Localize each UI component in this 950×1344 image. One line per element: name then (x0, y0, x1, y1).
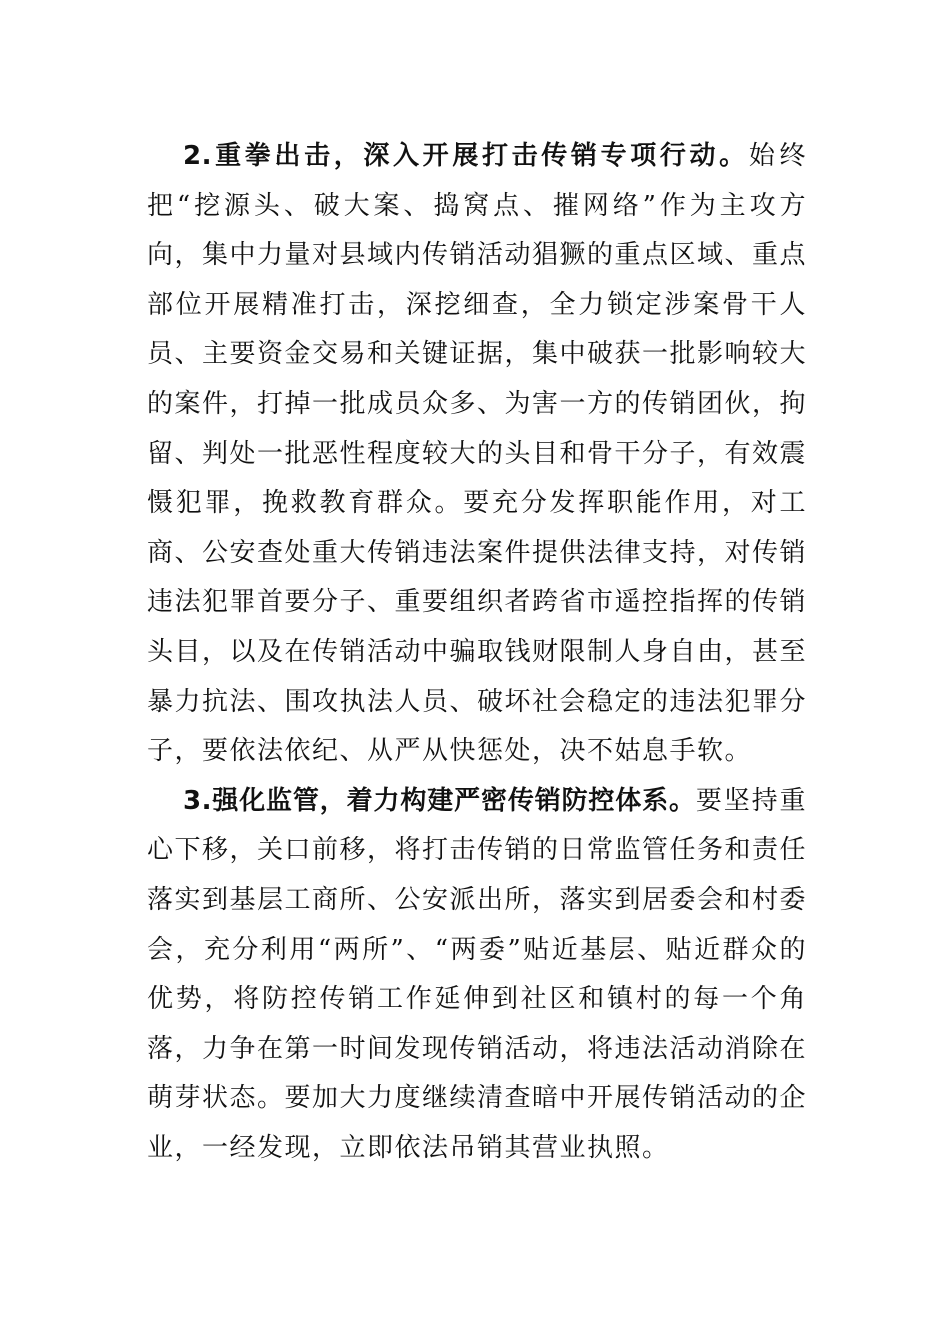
section-3-heading: 3.强化监管，着力构建严密传销防控体系。 (183, 785, 696, 816)
paragraph-section-2 (147, 132, 807, 777)
section-3-text: 要坚持重心下移，关口前移，将打击传销的日常监管任务和责任落实到基层工商所、公安派出所，落实到居委会和村委会，充分利用“两所”、“两委”贴近基层、贴近群众的优势，将防控传销工作延伸到社区和镇村的每一个角落，力争在第一时间发现传销活动，将违法活动消除在萌芽状态。要加大力度继续清查暗中开展传销活动的企业，一经发现，立即依法吊销其营业执照。 (147, 785, 808, 1163)
document-body (147, 132, 807, 1173)
section-2-text: 始终把“挖源头、破大案、捣窝点、摧网络”作为主攻方向，集中力量对县域内传销活动猖獗的重点区域、重点部位开展精准打击，深挖细查，全力锁定涉案骨干人员、主要资金交易和关键证据，集中破获一批影响较大的案件，打掉一批成员众多、为害一方的传销团伙，拘留、判处一批恶性程度较大的头目和骨干分子，有效震慑犯罪，挽救教育群众。要充分发挥职能作用，对工商、公安查处重大传销违法案件提供法律支持，对传销违法犯罪首要分子、重要组织者跨省市遥控指挥的传销头目，以及在传销活动中骗取钱财限制人身自由，甚至暴力抗法、围攻执法人员、破坏社会稳定的违法犯罪分子，要依法依纪、从严从快惩处，决不姑息手软。 (147, 141, 808, 767)
section-2-heading: 2.重拳出击，深入开展打击传销专项行动。 (183, 141, 749, 171)
paragraph-section-3 (147, 777, 807, 1174)
